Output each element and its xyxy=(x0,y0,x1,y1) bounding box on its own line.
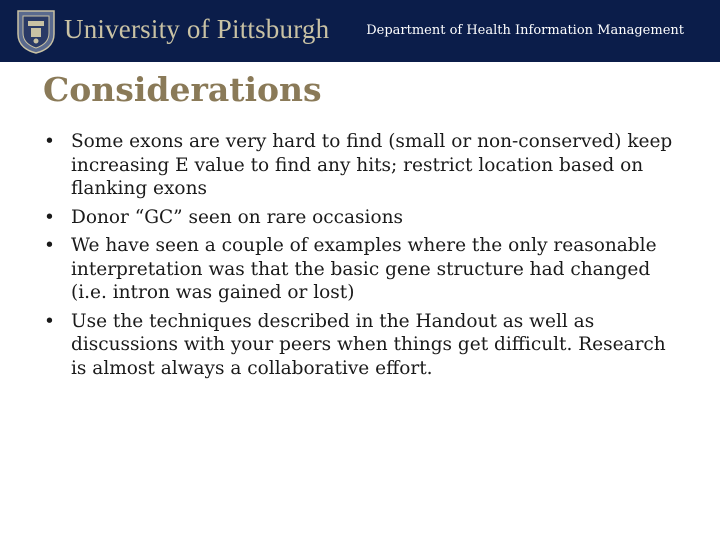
slide-title: Considerations xyxy=(43,70,322,109)
bullet-item: • Use the techniques described in the Handout as well as discussions with your peers when things get difficult. Research is almost always a collaborative effort. xyxy=(44,310,684,381)
bullet-list xyxy=(44,130,684,385)
university-name: University of Pittsburgh xyxy=(64,14,330,44)
bullet-item: • We have seen a couple of examples where the only reasonable interpretation was that the basic gene structure had changed (i.e. intron was gained or lost) xyxy=(44,234,684,305)
header-bar xyxy=(0,0,720,62)
bullet-item: • Donor “GC” seen on rare occasions xyxy=(44,206,684,230)
department-name: Department of Health Information Management xyxy=(366,23,684,38)
bullet-item: • Some exons are very hard to find (small or non-conserved) keep increasing E value to find any hits; restrict location based on flanking exons xyxy=(44,130,684,201)
university-seal-icon xyxy=(14,8,58,54)
